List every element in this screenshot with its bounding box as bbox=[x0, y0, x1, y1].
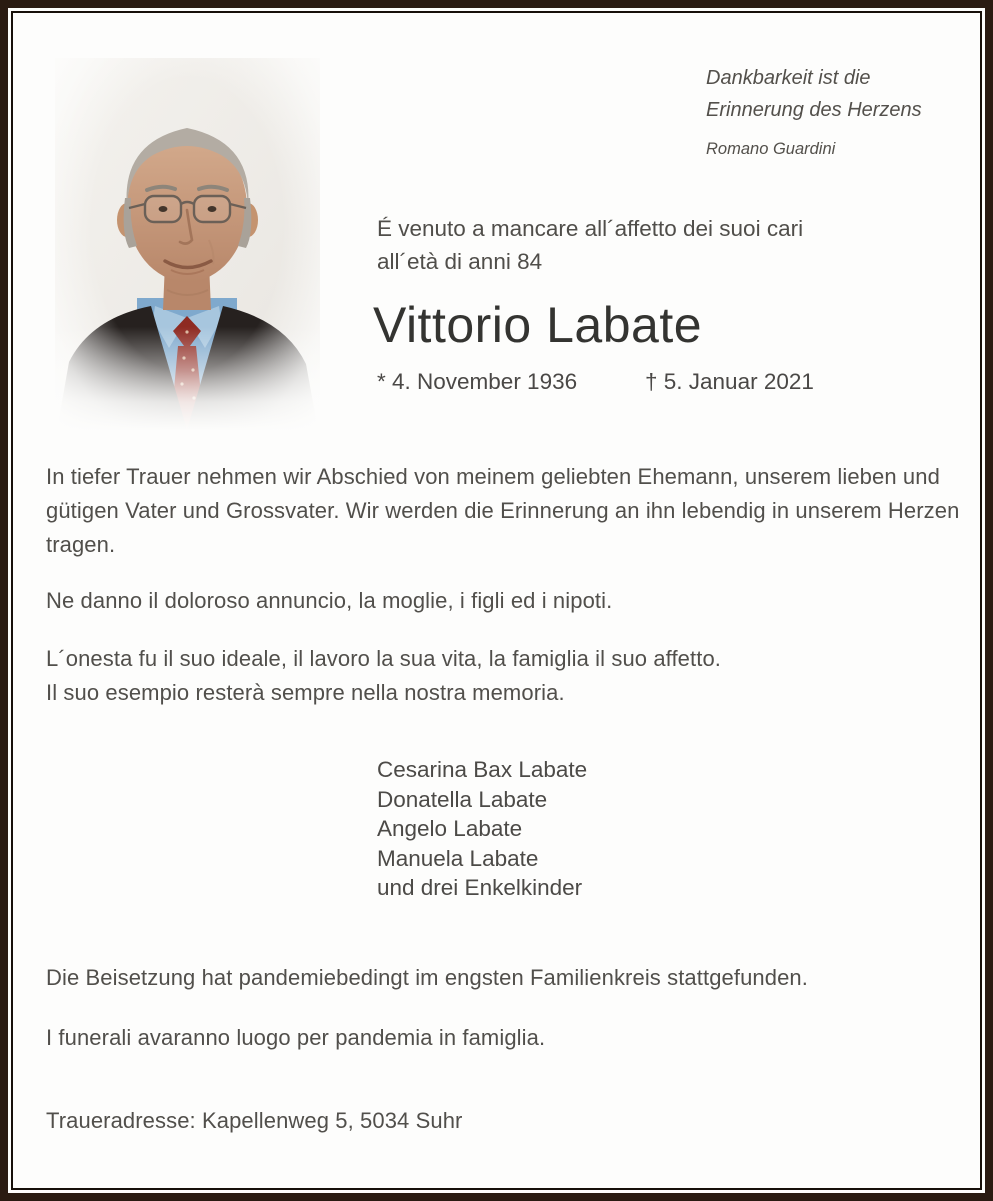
quote-line-1: Dankbarkeit ist die bbox=[706, 67, 871, 89]
death-date: † 5. Januar 2021 bbox=[645, 369, 814, 394]
family-member: Donatella Labate bbox=[377, 786, 548, 812]
family-member: und drei Enkelkinder bbox=[377, 875, 583, 900]
paragraph-onesta bbox=[46, 642, 961, 710]
family-list bbox=[377, 755, 587, 903]
portrait-illustration bbox=[55, 58, 320, 430]
family-member: Cesarina Bax Labate bbox=[377, 757, 588, 782]
quote-line-2: Erinnerung des Herzens bbox=[706, 99, 922, 121]
life-dates bbox=[377, 369, 847, 401]
paragraph-funerali: I funerali avaranno luogo per pandemia in famiglia. bbox=[46, 1025, 546, 1050]
family-member: Manuela Labate bbox=[377, 845, 539, 871]
quote-block bbox=[706, 62, 946, 165]
mourning-address: Traueradresse: Kapellenweg 5, 5034 Suhr bbox=[46, 1108, 463, 1133]
deceased-name: Vittorio Labate bbox=[373, 297, 703, 353]
intro-line-2: all´età di anni 84 bbox=[377, 249, 543, 274]
paragraph-beisetzung: Die Beisetzung hat pandemiebedingt im engsten Familienkreis stattgefunden. bbox=[46, 965, 808, 990]
portrait-photo bbox=[55, 58, 320, 430]
quote-author: Romano Guardini bbox=[706, 140, 836, 158]
onesta-line-2: Il suo esempio resterà sempre nella nostra memoria. bbox=[46, 680, 565, 705]
paragraph-german-condolence: In tiefer Trauer nehmen wir Abschied von meinem geliebten Ehemann, unserem lieben und gütigen Vater und Grossvater. Wir werden die Erinnerung an ihn lebendig in unserem Herzen tragen. bbox=[46, 464, 960, 557]
paragraph-annuncio: Ne danno il doloroso annuncio, la moglie, i figli ed i nipoti. bbox=[46, 588, 613, 613]
family-member: Angelo Labate bbox=[377, 816, 523, 841]
intro-line-1: É venuto a mancare all´affetto dei suoi cari bbox=[377, 216, 804, 241]
onesta-line-1: L´onesta fu il suo ideale, il lavoro la sua vita, la famiglia il suo affetto. bbox=[46, 646, 721, 671]
birth-date: * 4. November 1936 bbox=[377, 369, 578, 394]
intro-text bbox=[377, 212, 803, 278]
